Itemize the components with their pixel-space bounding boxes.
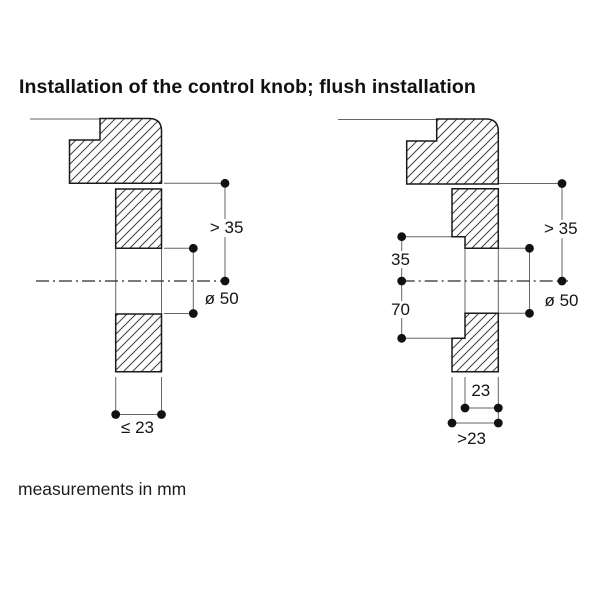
panel-lower-section <box>452 313 498 371</box>
dim-label-hole-diameter-left: ø 50 <box>204 289 239 309</box>
worktop-section <box>70 119 162 184</box>
dim-label-depth-min-left: > 35 <box>209 218 244 238</box>
left-sections <box>70 119 162 372</box>
dim-label-recess-thickness: 23 <box>471 380 491 400</box>
dim-label-recess-above: 35 <box>391 249 410 269</box>
dim-label-panel-thickness-right: >23 <box>457 429 487 449</box>
page-title: Installation of the control knob; flush installation <box>19 76 476 98</box>
right-sections <box>407 119 499 372</box>
dim-label-depth-min-right: > 35 <box>544 219 578 239</box>
units-note: measurements in mm <box>18 479 187 499</box>
worktop-section <box>407 119 499 184</box>
panel-lower-section <box>116 314 162 372</box>
dim-label-recess-below: 70 <box>391 299 410 319</box>
panel-upper-section <box>452 189 498 249</box>
left-diagram <box>30 119 229 419</box>
dim-label-hole-diameter-right: ø 50 <box>544 290 579 310</box>
dim-label-panel-thickness-left: ≤ 23 <box>121 417 154 437</box>
panel-upper-section <box>116 189 162 248</box>
right-diagram <box>338 119 568 427</box>
extension-lines <box>116 377 162 415</box>
